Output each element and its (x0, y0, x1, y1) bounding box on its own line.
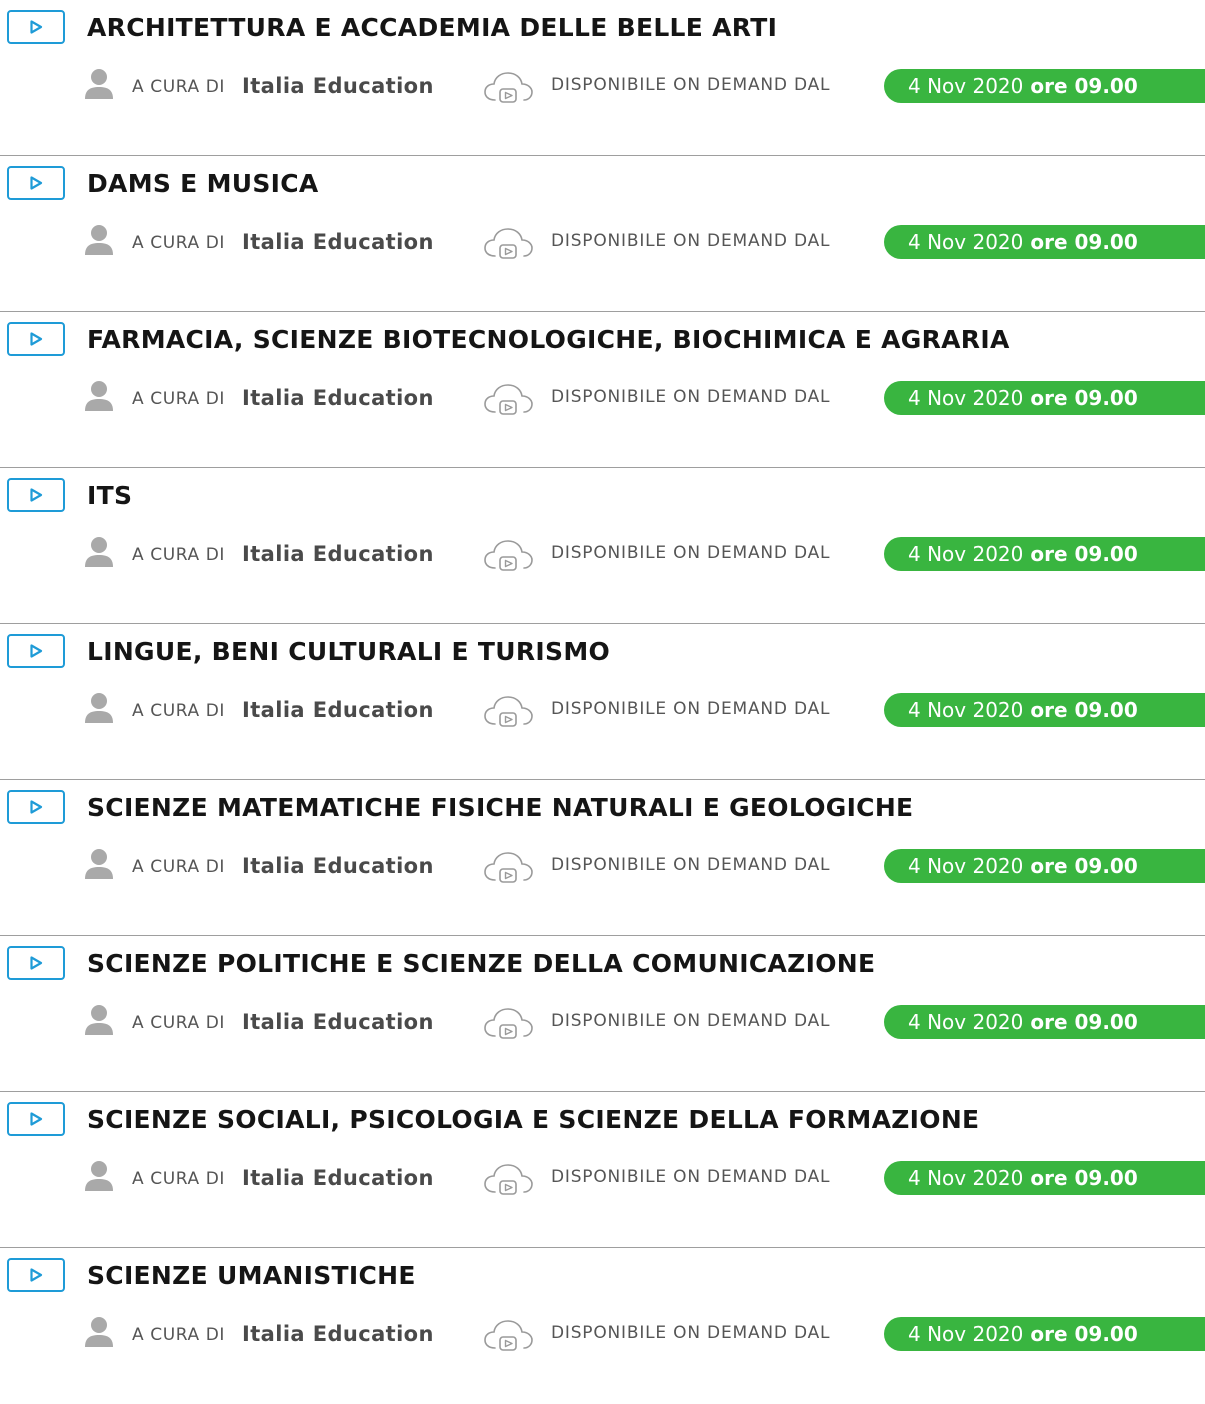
on-demand-label: DISPONIBILE ON DEMAND DAL (551, 543, 831, 563)
event-title[interactable]: SCIENZE UMANISTICHE (87, 1261, 416, 1290)
author-name: Italia Education (242, 1010, 434, 1034)
curated-by-label: A CURA DI (132, 1013, 226, 1033)
event-title[interactable]: DAMS E MUSICA (87, 169, 319, 198)
author-name: Italia Education (242, 386, 434, 410)
availability-date: 4 Nov 2020 (908, 1322, 1024, 1346)
event-meta (0, 1002, 1205, 1042)
availability-date: 4 Nov 2020 (908, 74, 1024, 98)
cloud-play-icon (483, 382, 539, 416)
user-icon (84, 536, 114, 568)
curated-by-label: A CURA DI (132, 545, 226, 565)
play-icon (29, 20, 43, 34)
play-button[interactable] (7, 10, 65, 44)
availability-badge (884, 537, 1205, 571)
availability-badge (884, 69, 1205, 103)
availability-badge (884, 225, 1205, 259)
user-icon (84, 1004, 114, 1036)
curated-by-label: A CURA DI (132, 1325, 226, 1345)
availability-time: ore 09.00 (1030, 854, 1138, 878)
event-item (0, 156, 1205, 312)
author-name: Italia Education (242, 698, 434, 722)
availability-badge (884, 1005, 1205, 1039)
author-name: Italia Education (242, 1166, 434, 1190)
author-name: Italia Education (242, 542, 434, 566)
user-icon (84, 692, 114, 724)
play-icon (29, 1268, 43, 1282)
play-button[interactable] (7, 790, 65, 824)
on-demand-label: DISPONIBILE ON DEMAND DAL (551, 75, 831, 95)
play-button[interactable] (7, 946, 65, 980)
availability-time: ore 09.00 (1030, 698, 1138, 722)
curated-by-label: A CURA DI (132, 1169, 226, 1189)
play-icon (29, 1112, 43, 1126)
on-demand-label: DISPONIBILE ON DEMAND DAL (551, 231, 831, 251)
user-icon (84, 380, 114, 412)
curated-by-label: A CURA DI (132, 389, 226, 409)
on-demand-label: DISPONIBILE ON DEMAND DAL (551, 855, 831, 875)
event-item (0, 936, 1205, 1092)
curated-by-label: A CURA DI (132, 77, 226, 97)
play-icon (29, 956, 43, 970)
cloud-play-icon (483, 70, 539, 104)
on-demand-label: DISPONIBILE ON DEMAND DAL (551, 1167, 831, 1187)
play-button[interactable] (7, 1102, 65, 1136)
event-item (0, 0, 1205, 156)
event-meta (0, 1158, 1205, 1198)
availability-badge (884, 693, 1205, 727)
cloud-play-icon (483, 226, 539, 260)
curated-by-label: A CURA DI (132, 233, 226, 253)
availability-date: 4 Nov 2020 (908, 854, 1024, 878)
event-title[interactable]: ARCHITETTURA E ACCADEMIA DELLE BELLE ARTI (87, 13, 778, 42)
event-title[interactable]: SCIENZE MATEMATICHE FISICHE NATURALI E GEOLOGICHE (87, 793, 914, 822)
on-demand-label: DISPONIBILE ON DEMAND DAL (551, 699, 831, 719)
user-icon (84, 1160, 114, 1192)
cloud-play-icon (483, 850, 539, 884)
availability-time: ore 09.00 (1030, 230, 1138, 254)
play-icon (29, 800, 43, 814)
user-icon (84, 848, 114, 880)
event-item (0, 468, 1205, 624)
play-icon (29, 332, 43, 346)
availability-badge (884, 1317, 1205, 1351)
cloud-play-icon (483, 1318, 539, 1352)
event-meta (0, 534, 1205, 574)
cloud-play-icon (483, 694, 539, 728)
event-meta (0, 222, 1205, 262)
event-title[interactable]: FARMACIA, SCIENZE BIOTECNOLOGICHE, BIOCHIMICA E AGRARIA (87, 325, 1010, 354)
author-name: Italia Education (242, 1322, 434, 1346)
event-item (0, 624, 1205, 780)
availability-date: 4 Nov 2020 (908, 1010, 1024, 1034)
availability-time: ore 09.00 (1030, 1322, 1138, 1346)
author-name: Italia Education (242, 854, 434, 878)
event-title[interactable]: ITS (87, 481, 133, 510)
play-button[interactable] (7, 1258, 65, 1292)
availability-date: 4 Nov 2020 (908, 542, 1024, 566)
event-meta (0, 66, 1205, 106)
author-name: Italia Education (242, 230, 434, 254)
event-meta (0, 1314, 1205, 1354)
availability-badge (884, 1161, 1205, 1195)
on-demand-label: DISPONIBILE ON DEMAND DAL (551, 387, 831, 407)
user-icon (84, 1316, 114, 1348)
curated-by-label: A CURA DI (132, 701, 226, 721)
user-icon (84, 68, 114, 100)
availability-time: ore 09.00 (1030, 74, 1138, 98)
event-meta (0, 846, 1205, 886)
event-item (0, 312, 1205, 468)
play-icon (29, 644, 43, 658)
play-button[interactable] (7, 166, 65, 200)
author-name: Italia Education (242, 74, 434, 98)
availability-time: ore 09.00 (1030, 1010, 1138, 1034)
availability-date: 4 Nov 2020 (908, 1166, 1024, 1190)
play-button[interactable] (7, 322, 65, 356)
play-icon (29, 488, 43, 502)
cloud-play-icon (483, 1162, 539, 1196)
play-button[interactable] (7, 478, 65, 512)
cloud-play-icon (483, 1006, 539, 1040)
availability-date: 4 Nov 2020 (908, 386, 1024, 410)
curated-by-label: A CURA DI (132, 857, 226, 877)
availability-time: ore 09.00 (1030, 542, 1138, 566)
event-title[interactable]: SCIENZE SOCIALI, PSICOLOGIA E SCIENZE DELLA FORMAZIONE (87, 1105, 980, 1134)
event-item (0, 780, 1205, 936)
event-title[interactable]: LINGUE, BENI CULTURALI E TURISMO (87, 637, 611, 666)
on-demand-label: DISPONIBILE ON DEMAND DAL (551, 1011, 831, 1031)
event-meta (0, 378, 1205, 418)
event-meta (0, 690, 1205, 730)
availability-date: 4 Nov 2020 (908, 230, 1024, 254)
availability-badge (884, 381, 1205, 415)
availability-time: ore 09.00 (1030, 1166, 1138, 1190)
play-button[interactable] (7, 634, 65, 668)
availability-date: 4 Nov 2020 (908, 698, 1024, 722)
play-icon (29, 176, 43, 190)
availability-time: ore 09.00 (1030, 386, 1138, 410)
cloud-play-icon (483, 538, 539, 572)
event-item (0, 1248, 1205, 1404)
on-demand-label: DISPONIBILE ON DEMAND DAL (551, 1323, 831, 1343)
event-title[interactable]: SCIENZE POLITICHE E SCIENZE DELLA COMUNICAZIONE (87, 949, 876, 978)
event-item (0, 1092, 1205, 1248)
user-icon (84, 224, 114, 256)
availability-badge (884, 849, 1205, 883)
